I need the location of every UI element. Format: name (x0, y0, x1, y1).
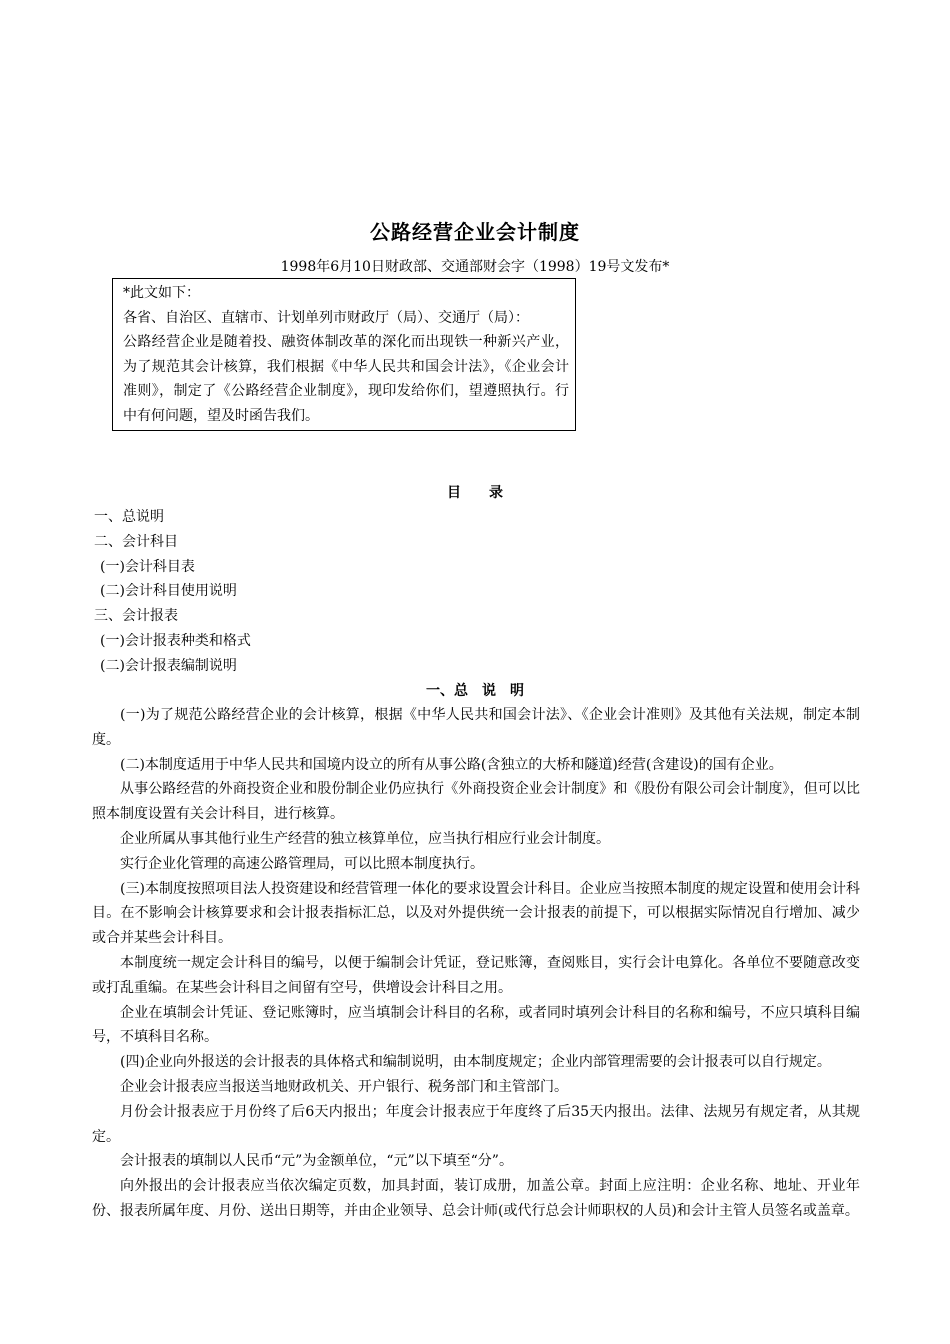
section-heading-general: 一、总 说 明 (426, 683, 524, 699)
toc-item-reports-types: (一)会计报表种类和格式 (100, 632, 251, 649)
toc-item-reports-preparation: (二)会计报表编制说明 (100, 657, 237, 674)
notice-addressees: 各省、自治区、直辖市、计划单列市财政厅（局）、交通厅（局）： (123, 309, 529, 326)
paragraph: 本制度统一规定会计科目的编号，以便于编制会计凭证，登记账簿，查阅账目，实行会计电算化。各单位不要随意改变或打乱重编。在某些会计科目之间留有空号，供增设会计科目之用。 (92, 954, 860, 996)
paragraph: (三)本制度按照项目法人投资建设和经营管理一体化的要求设置会计科目。企业应当按照本制度的规定设置和使用会计科目。在不影响会计核算要求和会计报表指标汇总，以及对外提供统一会计报表的前提下，可以根据实际情况自行增加、减少或合并某些会计科目。 (92, 880, 860, 947)
paragraph: 从事公路经营的外商投资企业和股份制企业仍应执行《外商投资企业会计制度》和《股份有限公司会计制度》，但可以比照本制度设置有关会计科目，进行核算。 (92, 781, 860, 823)
toc-item-accounts-usage: (二)会计科目使用说明 (100, 583, 237, 600)
paragraph: 向外报出的会计报表应当依次编定页数，加具封面，装订成册，加盖公章。封面上应注明：企业名称、地址、开业年份、报表所属年度、月份、送出日期等，并由企业领导、总会计师(或代行总会计师职权的人员)和会计主管人员签名或盖章。 (92, 1178, 860, 1219)
paragraph: (四)企业向外报送的会计报表的具体格式和编制说明，由本制度规定；企业内部管理需要的会计报表可以自行规定。 (120, 1054, 831, 1071)
document-subtitle: 1998年6月10日财政部、交通部财会字（1998）19号文发布* (280, 259, 670, 275)
paragraph: (一)为了规范公路经营企业的会计核算，根据《中华人民共和国会计法》、《企业会计准则》及其他有关法规，制定本制度。 (92, 707, 860, 748)
document-title: 公路经营企业会计制度 (370, 220, 580, 244)
toc-item-reports: 三、会计报表 (94, 608, 178, 625)
paragraph: 企业在填制会计凭证、登记账簿时，应当填制会计科目的名称，或者同时填列会计科目的名称和编号，不应只填科目编号，不填科目名称。 (92, 1004, 860, 1046)
paragraph: 企业会计报表应当报送当地财政机关、开户银行、税务部门和主管部门。 (120, 1078, 568, 1095)
paragraph: 月份会计报表应于月份终了后6天内报出；年度会计报表应于年度终了后35天内报出。法律、法规另有规定者，从其规定。 (92, 1103, 860, 1145)
toc-item-accounts: 二、会计科目 (94, 533, 178, 550)
section-body (92, 703, 860, 1224)
notice-lead: *此文如下： (123, 285, 200, 301)
table-of-contents (94, 505, 251, 679)
paragraph: 会计报表的填制以人民币“元”为金额单位，“元”以下填至“分”。 (120, 1153, 513, 1170)
toc-heading: 目 录 (447, 485, 503, 501)
toc-item-general: 一、总说明 (94, 509, 164, 525)
toc-item-accounts-table: (一)会计科目表 (100, 558, 195, 575)
paragraph: 企业所属从事其他行业生产经营的独立核算单位，应当执行相应行业会计制度。 (120, 830, 610, 847)
notice-box (112, 278, 576, 431)
notice-body: 公路经营企业是随着投、融资体制改革的深化而出现铁一种新兴产业，为了规范其会计核算，我们根据《中华人民共和国会计法》，《企业会计准则》，制定了《公路经营企业制度》，现印发给你们，望遵照执行。行中有何问题，望及时函告我们。 (123, 334, 569, 424)
paragraph: 实行企业化管理的高速公路管理局，可以比照本制度执行。 (120, 855, 484, 872)
paragraph: (二)本制度适用于中华人民共和国境内设立的所有从事公路(含独立的大桥和隧道)经营(含建设)的国有企业。 (120, 756, 783, 773)
